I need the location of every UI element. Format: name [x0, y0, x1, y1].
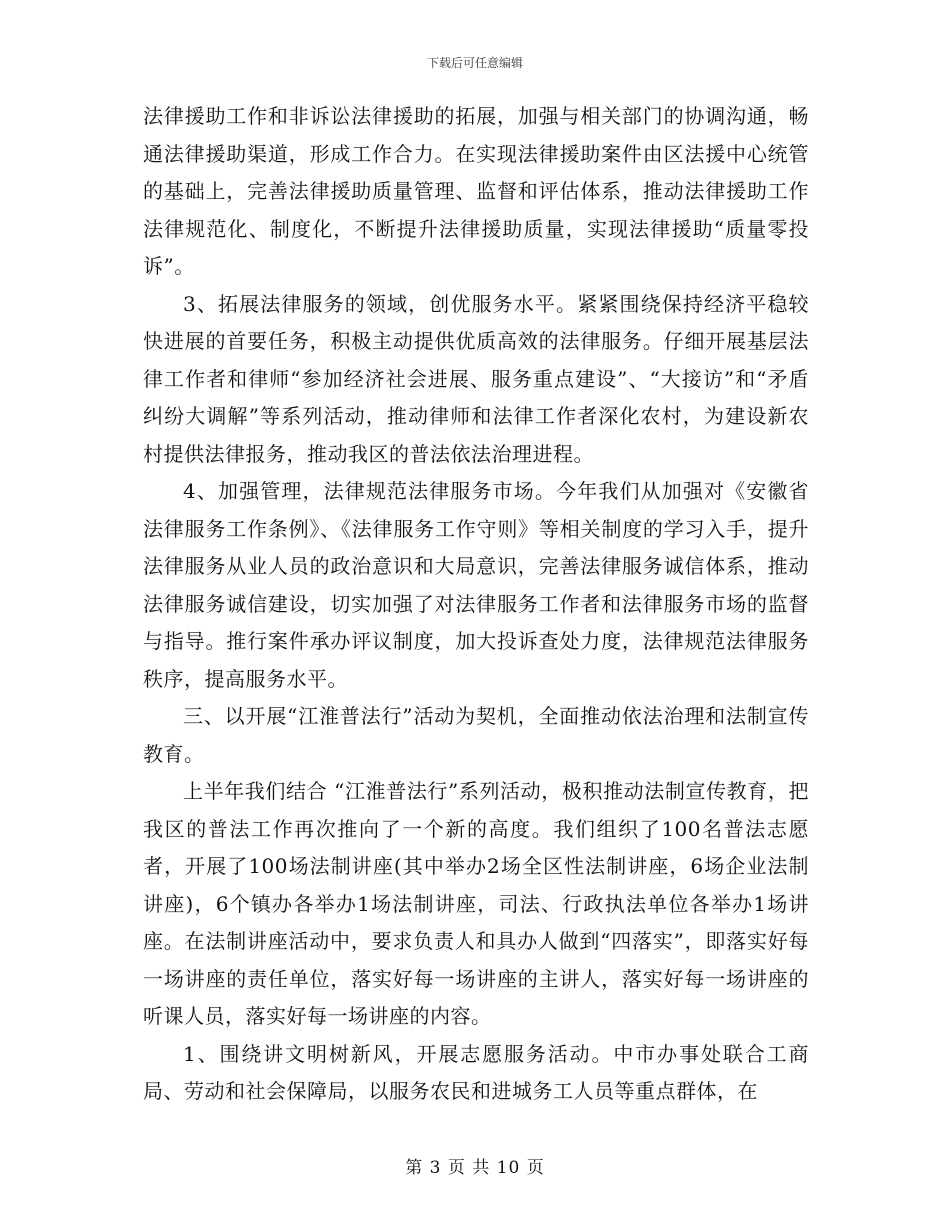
page-header: 下载后可任意编辑: [426, 56, 523, 70]
document-body: [143, 98, 809, 1111]
section-heading-three: 三、以开展“江淮普法行”活动为契机，全面推动依法治理和法制宣传教育。: [143, 704, 809, 766]
paragraph-volunteer-service: 1、围绕讲文明树新风，开展志愿服务活动。中市办事处联合工商局、劳动和社会保障局，以服务农民和进城务工人员等重点群体，在: [143, 1041, 809, 1103]
paragraph-first-half-year: 上半年我们结合 “江淮普法行”系列活动，极积推动法制宣传教育，把我区的普法工作再次推向了一个新的高度。我们组织了100名普法志愿者，开展了100场法制讲座(其中举办2场全区性法制讲座，6场企业法制讲座)，6个镇办各举办1场法制讲座，司法、行政执法单位各举办1场讲座。在法制讲座活动中，要求负责人和具办人做到“四落实”，即落实好每一场讲座的责任单位，落实好每一场讲座的主讲人，落实好每一场讲座的听课人员，落实好每一场讲座的内容。: [143, 779, 809, 1028]
paragraph-legal-services-scope: 3、拓展法律服务的领域，创优服务水平。紧紧围绕保持经济平稳较快进展的首要任务，积极主动提供优质高效的法律服务。仔细开展基层法律工作者和律师“参加经济社会进展、服务重点建设”、“大接访”和“矛盾纠纷大调解”等系列活动，推动律师和法律工作者深化农村，为建设新农村提供法律报务，推动我区的普法依法治理进程。: [143, 291, 809, 466]
paragraph-market-management: 4、加强管理，法律规范法律服务市场。今年我们从加强对《安徽省法律服务工作条例》、《法律服务工作守则》等相关制度的学习入手，提升法律服务从业人员的政治意识和大局意识，完善法律服务诚信体系，推动法律服务诚信建设，切实加强了对法律服务工作者和法律服务市场的监督与指导。推行案件承办评议制度，加大投诉查处力度，法律规范法律服务秩序，提高服务水平。: [143, 479, 809, 691]
paragraph-legal-aid: 法律援助工作和非诉讼法律援助的拓展，加强与相关部门的协调沟通，畅通法律援助渠道，形成工作合力。在实现法律援助案件由区法援中心统管的基础上，完善法律援助质量管理、监督和评估体系，推动法律援助工作法律规范化、制度化，不断提升法律援助质量，实现法律援助“质量零投诉”。: [143, 104, 809, 278]
page-number: 第 3 页 共 10 页: [405, 1158, 545, 1178]
